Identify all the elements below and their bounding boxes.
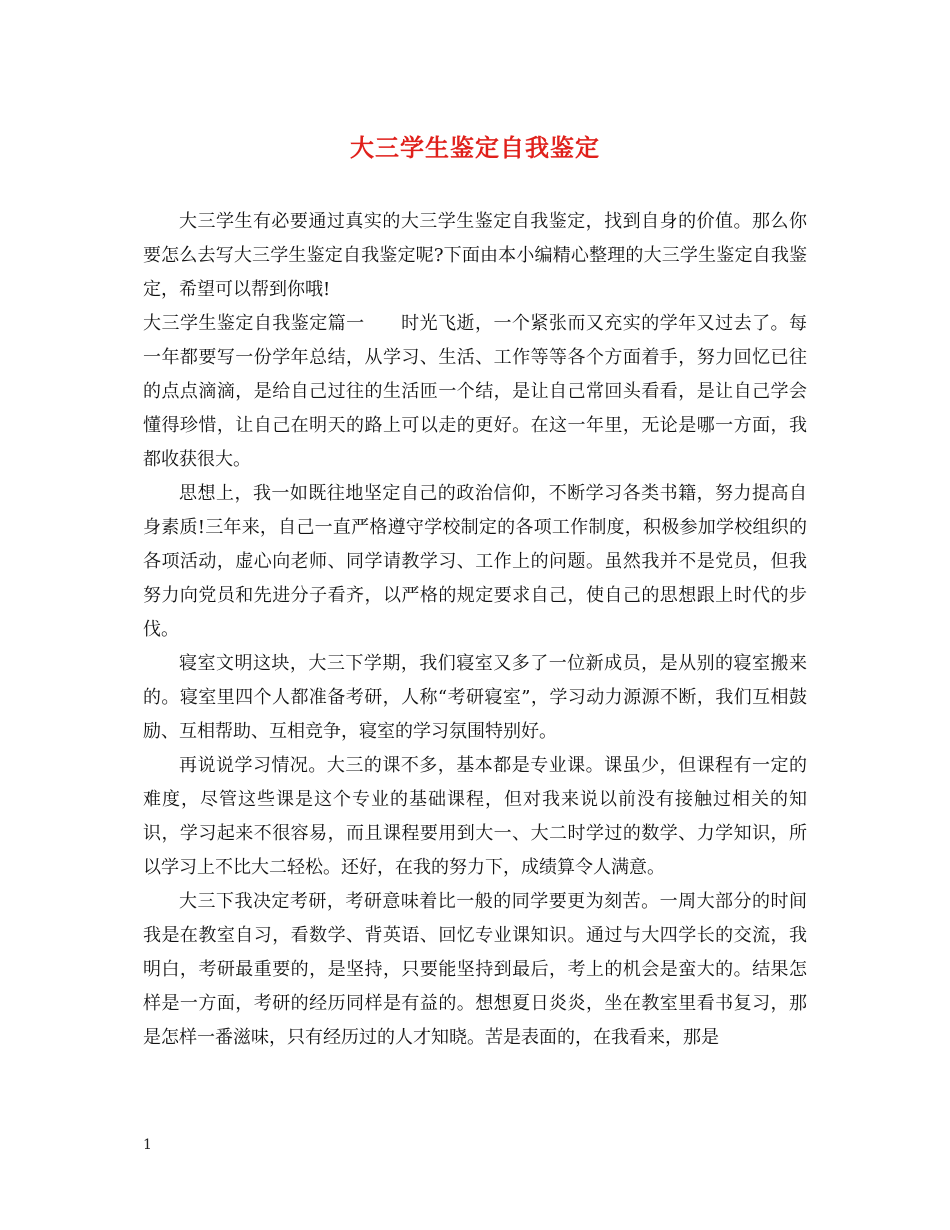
document-body (143, 205, 807, 1055)
document-title: 大三学生鉴定自我鉴定 (350, 133, 600, 162)
page-number: 1 (143, 1137, 152, 1153)
intro-paragraph: 大三学生有必要通过真实的大三学生鉴定自我鉴定，找到自身的价值。那么你要怎么去写大三学生鉴定自我鉴定呢?下面由本小编精心整理的大三学生鉴定自我鉴定，希望可以帮到你哦! (143, 211, 807, 300)
section-heading: 大三学生鉴定自我鉴定篇一 (143, 313, 365, 334)
exam-paragraph: 大三下我决定考研，考研意味着比一般的同学要更为刻苦。一周大部分的时间我是在教室自习，看数学、背英语、回忆专业课知识。通过与大四学长的交流，我明白，考研最重要的，是坚持，只要能坚持到最后，考上的机会是蛮大的。结果怎样是一方面，考研的经历同样是有益的。想想夏日炎炎，坐在教室里看书复习，那是怎样一番滋味，只有经历过的人才知晓。苦是表面的，在我看来，那是 (143, 891, 807, 1048)
section-text: 时光飞逝，一个紧张而又充实的学年又过去了。每一年都要写一份学年总结，从学习、生活、工作等等各个方面着手，努力回忆已往的点点滴滴，是给自己过往的生活匝一个结，是让自己常回头看看，是让自己学会懂得珍惜，让自己在明天的路上可以走的更好。在这一年里，无论是哪一方面，我都收获很大。 (143, 313, 808, 470)
thought-paragraph: 思想上，我一如既往地坚定自己的政治信仰，不断学习各类书籍，努力提高自身素质!三年来，自己一直严格遵守学校制定的各项工作制度，积极参加学校组织的各项活动，虚心向老师、同学请教学习、工作上的问题。虽然我并不是党员，但我努力向党员和先进分子看齐，以严格的规定要求自己，使自己的思想跟上时代的步伐。 (143, 483, 807, 640)
section-paragraph (143, 307, 807, 477)
study-paragraph: 再说说学习情况。大三的课不多，基本都是专业课。课虽少，但课程有一定的难度，尽管这些课是这个专业的基础课程，但对我来说以前没有接触过相关的知识，学习起来不很容易，而且课程要用到大一、大二时学过的数学、力学知识，所以学习上不比大二轻松。还好，在我的努力下，成绩算令人满意。 (143, 755, 807, 878)
dormitory-paragraph: 寝室文明这块，大三下学期，我们寝室又多了一位新成员，是从别的寝室搬来的。寝室里四个人都准备考研，人称“考研寝室”，学习动力源源不断，我们互相鼓励、互相帮助、互相竞争，寝室的学习氛围特别好。 (143, 653, 807, 742)
